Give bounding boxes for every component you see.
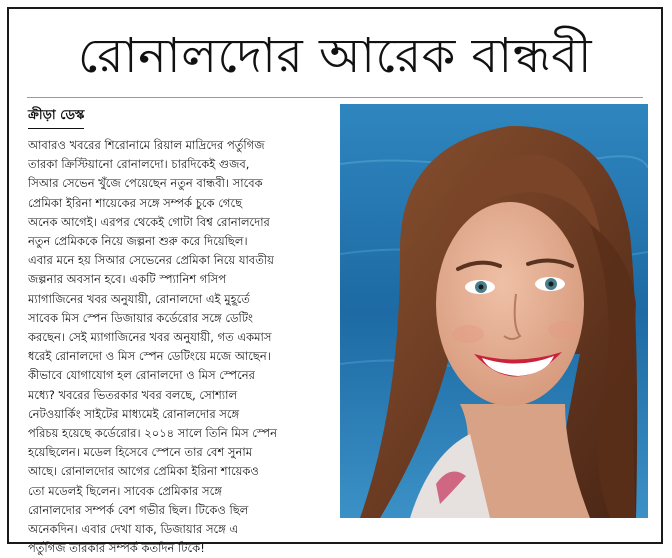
headline-divider bbox=[27, 97, 643, 98]
body-line: আবারও খবরের শিরোনামে রিয়াল মাদ্রিদের পর্তুগিজ bbox=[28, 138, 265, 152]
portrait-photo bbox=[340, 104, 648, 518]
body-line: অনেক আগেই। এরপর থেকেই গোটা বিশ্ব রোনালদোর bbox=[28, 214, 270, 229]
body-line: তো মডেলই ছিলেন। সাবেক প্রেমিকার সঙ্গে bbox=[28, 483, 222, 498]
body-line: এবার মনে হয় সিআর সেভেনের প্রেমিকা নিয়ে যাবতীয় bbox=[28, 253, 274, 268]
portrait-illustration bbox=[340, 104, 648, 518]
body-line: আছে। রোনালদোর আগের প্রেমিকা ইরিনা শায়েকও bbox=[28, 464, 259, 479]
headline: রোনালদোর আরেক বান্ধবী bbox=[77, 28, 593, 84]
body-line: পরিচয় হয়েছে কর্ডেরোর। ২০১৪ সালে তিনি মিস স্পেন bbox=[28, 426, 277, 441]
byline: ক্রীড়া ডেস্ক bbox=[28, 106, 84, 129]
body-line: হয়েছিলেন। মডেল হিসেবে স্পেনে তার বেশ সুনাম bbox=[28, 445, 253, 460]
body-line: সিআর সেভেন খুঁজে পেয়েছেন নতুন বান্ধবী। সাবেক bbox=[28, 176, 263, 191]
body-line: নেটওয়ার্কিং সাইটের মাধ্যমেই রোনালদোর সঙ্গে bbox=[28, 406, 240, 421]
body-line: জল্পনার অবসান হবে। একটি স্প্যানিশ গসিপ bbox=[28, 272, 227, 287]
body-line: প্রেমিকা ইরিনা শায়েকের সঙ্গে সম্পর্ক চুকে গেছে bbox=[28, 195, 243, 210]
body-line: ম্যাগাজিনের খবর অনুযায়ী, রোনালদো এই মুহূর্তে bbox=[28, 291, 250, 306]
body-line: মধ্যে? খবরের ভিতরকার খবর বলছে, সোশ্যাল bbox=[28, 387, 238, 402]
body-line: অনেকদিন। এবার দেখা যাক, ডিজায়ার সঙ্গে এ bbox=[28, 522, 239, 537]
body-line: তারকা ক্রিস্টিয়ানো রোনালদো। চারদিকেই গুজব, bbox=[28, 157, 250, 172]
body-line: নতুন প্রেমিককে নিয়ে জল্পনা শুরু করে দিয়েছিল। bbox=[28, 234, 248, 249]
body-line: ধরেই রোনালদো ও মিস স্পেন ডেটিংয়ে মজে আছেন। bbox=[28, 349, 271, 364]
body-line: করছেন। সেই ম্যাগাজিনের খবর অনুযায়ী, গত একমাস bbox=[28, 330, 272, 345]
body-line: কীভাবে যোগাযোগ হল রোনালদো ও মিস স্পেনের bbox=[28, 368, 255, 383]
body-line: পর্তুগিজ তারকার সম্পর্ক কতদিন টিকে! bbox=[28, 541, 205, 556]
body-line: রোনালদোর সম্পর্ক বেশ গভীর ছিল। টিকেও ছিল bbox=[28, 502, 249, 517]
body-line: সাবেক মিস স্পেন ডিজায়ার কর্ডেরোর সঙ্গে ডেটিং bbox=[28, 310, 253, 325]
article-body bbox=[28, 136, 330, 558]
